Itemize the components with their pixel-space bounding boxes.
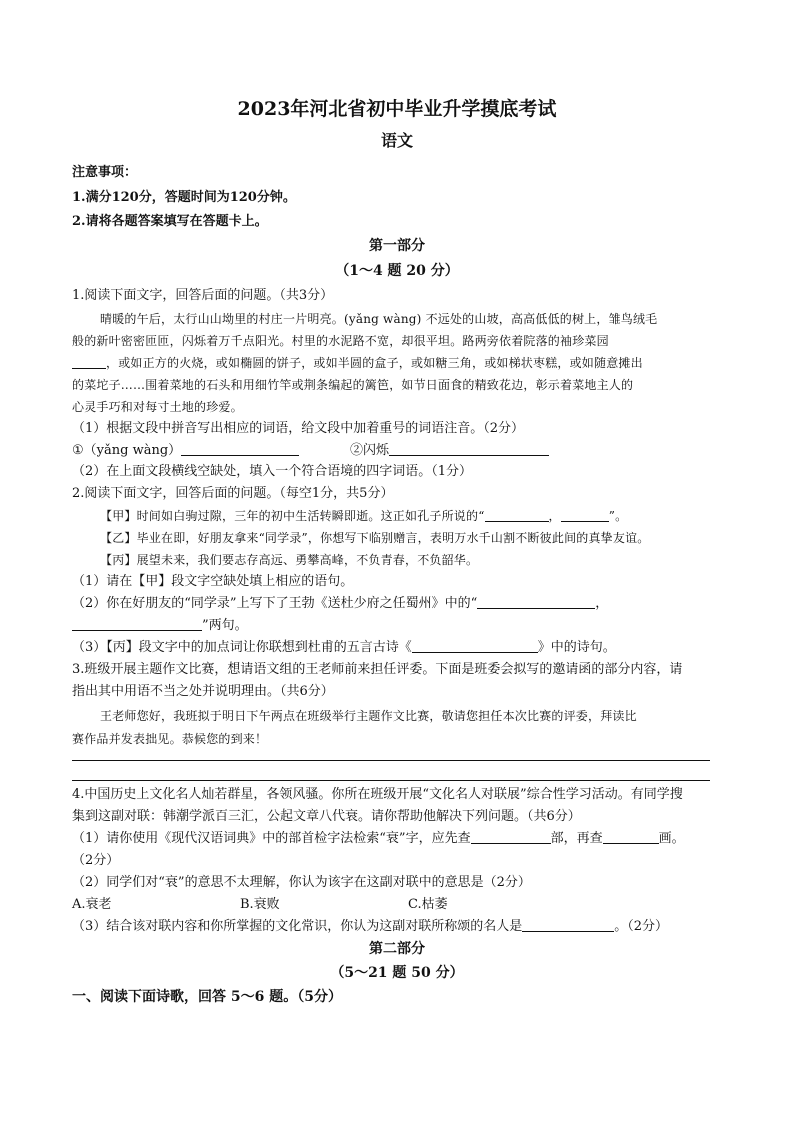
q2-stem: 2.阅读下面文字，回答后面的问题。（每空1分，共5分） <box>72 486 394 501</box>
q3-stem-cont: 指出其中用语不当之处并说明理由。（共6分） <box>72 684 334 699</box>
part2-range: （5～21 题 50 分） <box>330 965 464 981</box>
q3-letter-line: 王老师您好，我班拟于明日下午两点在班级举行主题作文比赛，敬请您担任本次比赛的评委，拜读比 <box>100 709 637 723</box>
q2-jia: 【甲】时间如白驹过隙，三年的初中生活转瞬即逝。这正如孔子所说的“ ， ”。 <box>100 509 628 523</box>
q3-answer-line[interactable] <box>72 780 710 781</box>
q4-sub1: （1）请你使用《现代汉语词典》中的部首检字法检索“衰”字，应先查 部，再查 画。 <box>72 831 685 846</box>
q2-sub2-blank-1[interactable] <box>477 595 595 609</box>
q3-stem: 3.班级开展主题作文比赛，想请语文组的王老师前来担任评委。下面是班委会拟写的邀请函的部分内容，请 <box>72 662 683 677</box>
q1-sub1-a-label: ①（yǎng wàng） <box>72 443 182 458</box>
q2-sub1: （1）请在【甲】段文字空缺处填上相应的语句。 <box>72 574 354 589</box>
q4-stem: 4.中国历史上文化名人灿若群星，各领风骚。你所在班级开展“文化名人对联展”综合性学习活动。有同学搜 <box>72 787 683 802</box>
subject-title: 语文 <box>380 131 413 150</box>
q1-sub1-a-blank[interactable] <box>181 442 299 456</box>
q1-fill-blank[interactable] <box>72 355 106 369</box>
q4-option-b[interactable]: B.衰败 <box>240 897 280 912</box>
q4-sub3: （3）结合该对联内容和你所掌握的文化常识，你认为这副对联所称颂的名人是 。（2分） <box>72 919 669 934</box>
q1-sub1-b-label: ②闪烁 <box>350 443 390 458</box>
q2-jia-blank-2[interactable] <box>561 508 609 522</box>
q4-sub1-blank-2[interactable] <box>603 830 659 844</box>
q4-sub1-blank-1[interactable] <box>471 830 551 844</box>
notice-item-1: 1.满分120分，答题时间为120分钟。 <box>72 190 296 205</box>
q1-passage-line: ，或如正方的火烧，或如椭圆的饼子，或如半圆的盒子，或如糖三角，或如梯状枣糕，或如随意摊出 <box>72 354 643 372</box>
q2-yi: 【乙】毕业在即，好朋友拿来“同学录”，你想写下临别赠言，表明万水千山割不断彼此间的真挚友谊。 <box>100 531 650 545</box>
q4-stem-cont: 集到这副对联：韩潮学派百三汇，公起文章八代衰。请你帮助他解决下列问题。（共6分） <box>72 809 581 824</box>
q2-sub3: （3）【丙】段文字中的加点词让你联想到杜甫的五言古诗《 》中的诗句。 <box>72 640 616 655</box>
part2-title: 第二部分 <box>369 941 425 957</box>
section-1-heading: 一、阅读下面诗歌，回答 5～6 题。（5分） <box>72 989 342 1005</box>
q2-bing: 【丙】展望未来，我们要志存高远、勇攀高峰，不负青春，不负韶华。 <box>100 553 479 567</box>
q4-option-a[interactable]: A.衰老 <box>72 897 112 912</box>
q2-sub2-blank-2[interactable] <box>72 617 202 631</box>
q1-stem: 1.阅读下面文字，回答后面的问题。（共3分） <box>72 288 334 303</box>
q1-passage-line: 心灵手巧和对每寸土地的珍爱。 <box>72 400 243 414</box>
q4-sub1-score: （2分） <box>72 853 120 868</box>
q3-letter-line: 赛作品并发表拙见。恭候您的到来！ <box>72 732 268 746</box>
part1-title: 第一部分 <box>369 238 425 254</box>
q4-option-c[interactable]: C.枯萎 <box>408 897 448 912</box>
q1-sub1-b-blank[interactable] <box>389 442 549 456</box>
q2-sub3-blank[interactable] <box>412 639 538 653</box>
notice-heading: 注意事项： <box>72 165 138 180</box>
notice-item-2: 2.请将各题答案填写在答题卡上。 <box>72 214 268 229</box>
q2-sub2: （2）你在好朋友的“同学录”上写下了王勃《送杜少府之任蜀州》中的“ ， <box>72 596 609 611</box>
exam-title: 2023年河北省初中毕业升学摸底考试 <box>237 98 557 120</box>
q1-passage-line: 晴暖的午后，太行山山坳里的村庄一片明亮。(yǎng wàng) 不远处的山坡，高高低低的树上，雏鸟绒毛 <box>100 312 658 326</box>
q4-sub2: （2）同学们对“衰”的意思不太理解，你认为该字在这副对联中的意思是（2分） <box>72 875 531 890</box>
q4-sub3-blank[interactable] <box>522 918 614 932</box>
q1-passage-line: 般的新叶密密匝匝，闪烁着万千点阳光。村里的水泥路不宽，却很平坦。路两旁依着院落的袖珍菜园 <box>72 334 609 348</box>
q1-sub1-b-line <box>350 442 549 460</box>
q1-sub2: （2）在上面文段横线空缺处，填入一个符合语境的四字词语。（1分） <box>72 464 473 479</box>
q2-jia-blank-1[interactable] <box>485 508 549 522</box>
part1-range: （1～4 题 20 分） <box>335 263 459 279</box>
q1-passage-line: 的菜坨子……围着菜地的石头和用细竹竿或荆条编起的篱笆，如节日面食的精致花边，彰示着菜地主人的 <box>72 378 634 392</box>
q1-sub1-answer-line <box>72 442 299 460</box>
q2-sub2-cont: ”两句。 <box>72 617 248 635</box>
q1-sub1: （1）根据文段中拼音写出相应的词语，给文段中加着重号的词语注音。（2分） <box>72 421 525 436</box>
q3-answer-line[interactable] <box>72 760 710 761</box>
